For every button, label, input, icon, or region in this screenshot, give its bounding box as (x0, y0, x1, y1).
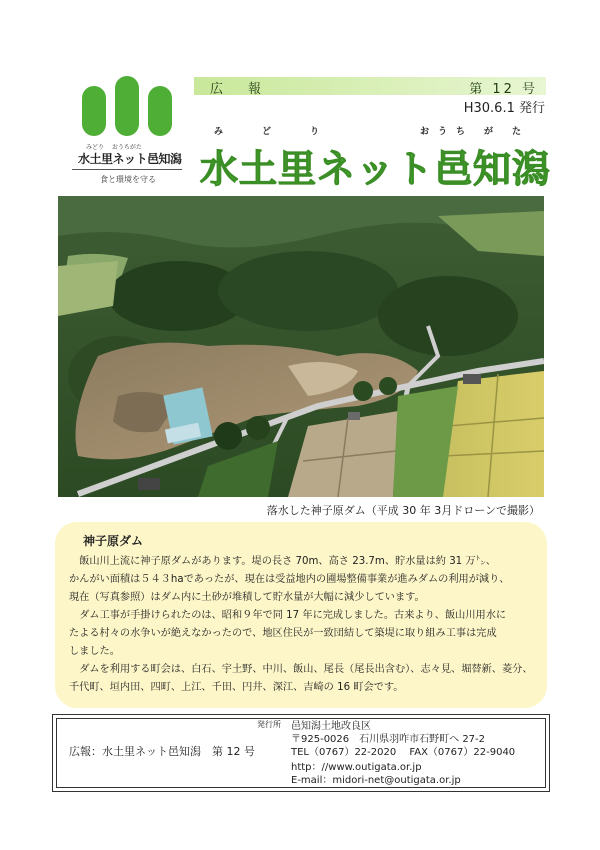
issue-number: 第 12 号 (469, 82, 538, 97)
article-box (55, 522, 547, 708)
logo-ruby: みどり おうちがた (86, 144, 142, 151)
issue-date: H30.6.1 発行 (463, 101, 545, 116)
text-line: ダムを利用する町会は、白石、宇土野、中川、飯山、尾長（尾長出含む）、志々見、堀替新、菱分、 (79, 664, 533, 675)
publication-title: 水土里ネット邑知潟 (200, 147, 552, 191)
logo-divider (72, 169, 182, 170)
logo-name: 水土里ネット邑知潟 (78, 152, 182, 166)
title-ruby: が (484, 127, 494, 137)
text-line: たよる村々の水争いが絶えなかったので、地区住民が一致団結して築堤に取り組み工事は完成 (69, 628, 497, 639)
logo-leaf-marks (78, 76, 176, 138)
title-ruby: た (512, 127, 522, 137)
logo (72, 76, 182, 186)
publisher-email[interactable]: E-mail：midori-net@outigata.or.jp (291, 775, 461, 786)
text-line: 飯山川上流に神子原ダムがあります。堤の長さ 70m、高さ 23.7m、貯水量は約 31 万㌧、 (79, 556, 496, 567)
header-band (194, 77, 546, 95)
text-line: かんがい面積は５４３haであったが、現在は受益地内の圃場整備事業が進みダムの利用が減り、 (69, 574, 510, 585)
publisher-url[interactable]: http：//www.outigata.or.jp (291, 762, 422, 773)
text-line: しました。 (69, 646, 120, 657)
photo-caption: 落水した神子原ダム（平成 30 年 3月ドローンで撮影） (266, 504, 540, 517)
title-ruby: う (438, 127, 448, 137)
logo-tagline: 食と環境を守る (100, 175, 156, 184)
article-paragraph (69, 553, 537, 607)
text-line: 現在（写真参照）はダム内に土砂が堆積して貯水量が大幅に減少しています。 (69, 592, 425, 603)
publisher-address: 〒925-0026 石川県羽咋市石野町へ 27-2 (291, 734, 486, 745)
title-ruby: り (310, 127, 320, 137)
publisher-name: 邑知潟土地改良区 (291, 721, 371, 732)
article-title: 神子原ダム (83, 534, 144, 548)
footer-box (52, 714, 550, 792)
article-paragraph (69, 661, 537, 697)
footer-issue-label: 広報：水土里ネット邑知潟 第 12 号 (69, 745, 255, 758)
publisher-label: 発行所 (257, 720, 281, 729)
title-ruby: ち (456, 127, 466, 137)
publisher-phone: TEL（0767）22-2020 FAX（0767）22-9040 (291, 747, 516, 758)
title-ruby: お (420, 127, 430, 137)
text-line: ダム工事が手掛けられたのは、昭和９年で同 17 年に完成しました。古来より、飯山川用水に (79, 610, 507, 621)
header-label: 広 報 (210, 82, 268, 97)
aerial-photo (58, 196, 544, 497)
title-ruby: ど (262, 127, 272, 137)
article-paragraph (69, 607, 537, 661)
title-ruby: み (214, 127, 224, 137)
text-line: 千代町、垣内田、四町、上江、千田、円井、深江、吉崎の 16 町会です。 (69, 682, 404, 693)
